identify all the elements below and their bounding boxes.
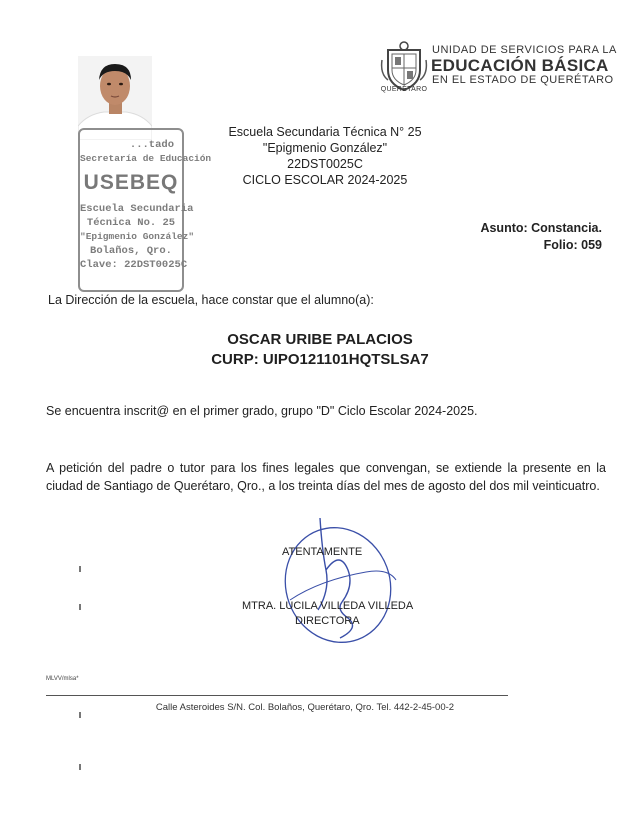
org-line-3: EN EL ESTADO DE QUERÉTARO bbox=[432, 74, 614, 86]
closing-text: ATENTAMENTE bbox=[282, 546, 363, 558]
signer-role: DIRECTORA bbox=[295, 615, 360, 627]
subject-block bbox=[480, 220, 602, 254]
footer-divider bbox=[46, 695, 508, 696]
stamp-line: "Epigmenio González" bbox=[80, 231, 195, 242]
stamp-line: Clave: 22DST0025C bbox=[80, 259, 188, 271]
subject-asunto: Asunto: Constancia. bbox=[480, 221, 602, 235]
stamp-line: ...tado bbox=[129, 139, 174, 151]
student-curp: CURP: UIPO121101HQTSLSA7 bbox=[211, 351, 429, 368]
stamp-line: Técnica No. 25 bbox=[86, 217, 176, 229]
signer-name: MTRA. LUCILA VILLEDA VILLEDA bbox=[242, 600, 414, 612]
enrollment-text: Se encuentra inscrit@ en el primer grado, grupo "D" Ciclo Escolar 2024-2025. bbox=[46, 404, 478, 418]
stamp-line: USEBEQ bbox=[83, 171, 179, 194]
intro-text: La Dirección de la escuela, hace constar que el alumno(a): bbox=[48, 293, 374, 307]
signature-mark bbox=[270, 510, 410, 660]
scan-mark bbox=[79, 712, 81, 718]
org-line-2: EDUCACIÓN BÁSICA bbox=[431, 56, 609, 75]
scan-mark bbox=[79, 566, 81, 572]
student-block bbox=[200, 330, 440, 370]
scan-mark bbox=[79, 604, 81, 610]
scan-mark bbox=[79, 764, 81, 770]
petition-text: A petición del padre o tutor para los fines legales que convengan, se extiende la presente en la ciudad de Santiago de Querétaro, Qro., a los treinta días del mes de agosto del dos mil veinticuatro. bbox=[46, 461, 606, 493]
crest-caption: QUERÉTARO bbox=[380, 86, 428, 93]
school-honoree: "Epigmenio González" bbox=[262, 141, 388, 155]
reference-initials: MLVV/mlsa* bbox=[46, 676, 79, 682]
school-header bbox=[210, 124, 440, 188]
school-code: 22DST0025C bbox=[287, 157, 363, 171]
stamp-line: Escuela Secundaria bbox=[80, 203, 194, 215]
footer-address: Calle Asteroides S/N. Col. Bolaños, Querétaro, Qro. Tel. 442-2-45-00-2 bbox=[155, 702, 455, 713]
school-name: Escuela Secundaria Técnica N° 25 bbox=[228, 125, 422, 139]
org-line-1: UNIDAD DE SERVICIOS PARA LA bbox=[432, 44, 617, 56]
school-cycle: CICLO ESCOLAR 2024-2025 bbox=[242, 173, 408, 187]
stamp-line: Bolaños, Qro. bbox=[90, 245, 172, 257]
stamp-line: Secretaría de Educación bbox=[80, 153, 212, 164]
school-stamp bbox=[78, 128, 212, 292]
student-name: OSCAR URIBE PALACIOS bbox=[227, 331, 413, 348]
subject-folio: Folio: 059 bbox=[543, 238, 602, 252]
